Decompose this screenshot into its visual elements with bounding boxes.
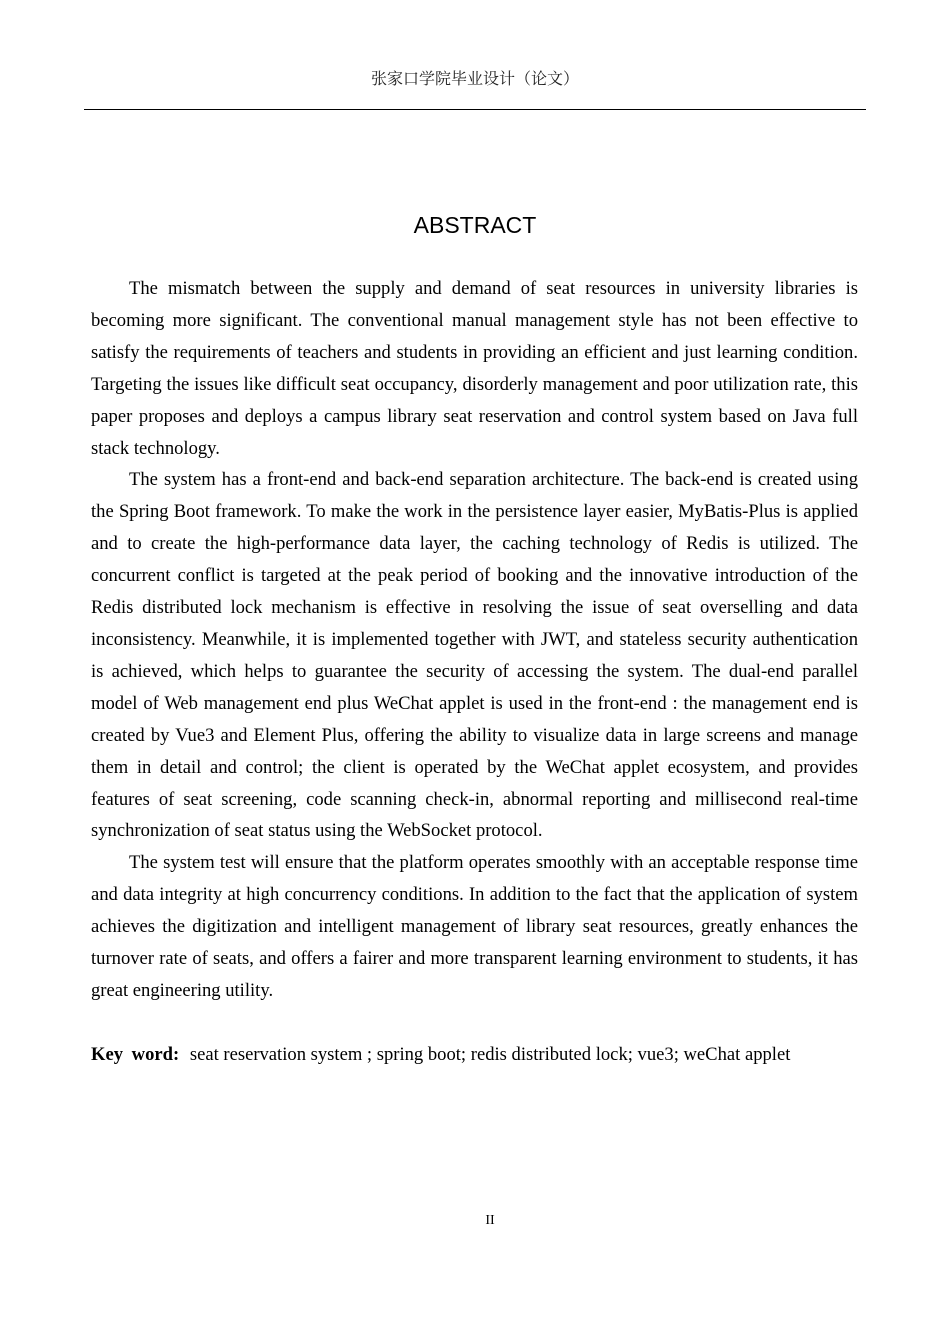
- keywords-text: seat reservation system ; spring boot; redis distributed lock; vue3; weChat applet: [189, 1044, 791, 1065]
- abstract-paragraph: The system has a front-end and back-end separation architecture. The back-end is created using the Spring Boot framework. To make the work in the persistence layer easier, MyBatis-Plus is applied and to create the high-performance data layer, the caching technology of Redis is utilized. The concurrent conflict is targeted at the peak period of booking and the innovative introduction of the Redis distributed lock mechanism is effective in resolving the issue of seat overselling and data inconsistency. Meanwhile, it is implemented together with JWT, and stateless security authentication is achieved, which helps to guarantee the security of accessing the system. The dual-end parallel model of Web management end plus WeChat applet is used in the front-end : the management end is created by Vue3 and Element Plus, offering the ability to visualize data in large screens and manage them in detail and control; the client is operated by the WeChat applet ecosystem, and provides features of seat screening, code scanning check-in, abnormal reporting and millisecond real-time synchronization of seat status using the WebSocket protocol.: [91, 469, 858, 842]
- abstract-paragraph: The system test will ensure that the platform operates smoothly with an acceptable response time and data integrity at high concurrency conditions. In addition to the fact that the application of system achieves the digitization and intelligent management of library seat resources, greatly enhances the turnover rate of seats, and offers a fairer and more transparent learning environment to students, it has great engineering utility.: [91, 852, 858, 1001]
- page-header: 张家口学院毕业设计（论文）: [370, 69, 579, 88]
- keywords-line: [91, 1040, 858, 1070]
- header-divider: [84, 109, 866, 110]
- keywords-label: Key word:: [91, 1044, 180, 1065]
- abstract-paragraph: The mismatch between the supply and demand of seat resources in university libraries is becoming more significant. The conventional manual management style has not been effective to satisfy the requirements of teachers and students in providing an efficient and just learning condition. Targeting the issues like difficult seat occupancy, disorderly management and poor utilization rate, this paper proposes and deploys a campus library seat reservation and control system based on Java full stack technology.: [91, 278, 858, 459]
- page-number: II: [485, 1213, 495, 1228]
- abstract-title: ABSTRACT: [413, 212, 537, 238]
- abstract-body: [91, 273, 858, 1007]
